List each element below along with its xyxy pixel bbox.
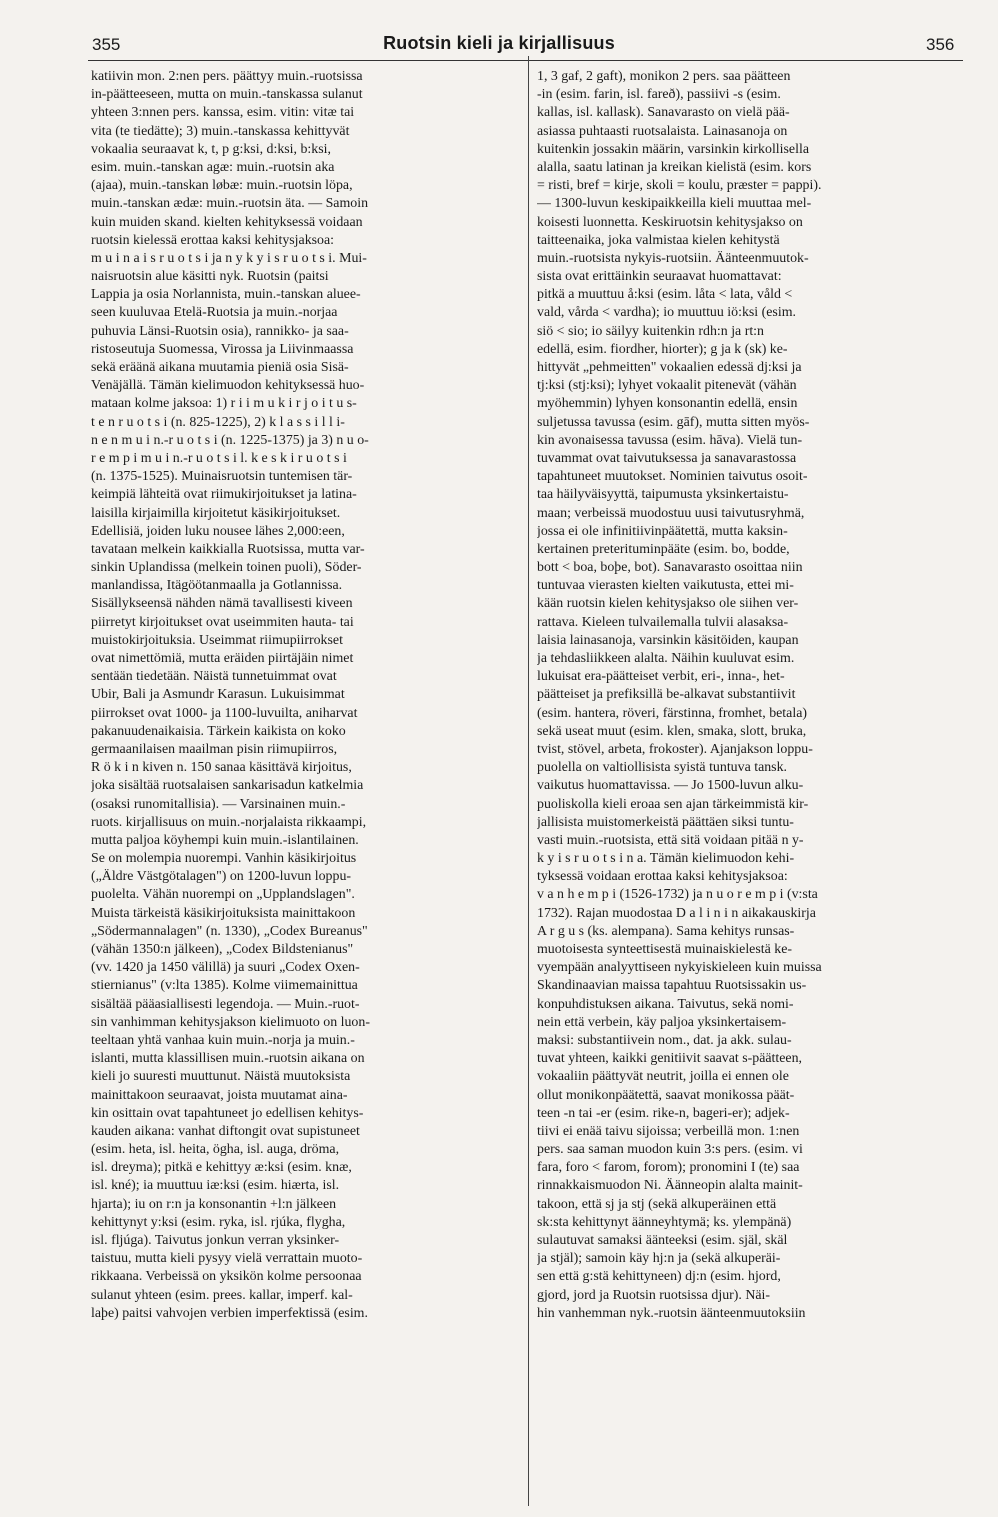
text-line: (vv. 1420 ja 1450 välillä) ja suuri „Codex Oxen- (91, 960, 360, 976)
text-line: isl. kné); ia muuttuu iæ:ksi (esim. hiærta, isl. (91, 1178, 340, 1194)
text-line: kuitenkin jossakin määrin, varsinkin kirkollisella (537, 141, 809, 157)
text-line: kauden aikana: vanhat diftongit ovat supistuneet (91, 1123, 360, 1139)
text-line: kehittynyt y:ksi (esim. ryka, isl. rjúka, flygha, (91, 1214, 346, 1230)
text-line: siö < sio; io säilyy kuitenkin rdh:n ja rt:n (537, 323, 764, 339)
text-line: sentään tiedetään. Näistä tunnetuimmat ovat (91, 669, 337, 685)
right-column (537, 68, 967, 1323)
text-line: puhuvia Länsi-Ruotsin osia), rannikko- ja saa- (91, 323, 349, 339)
text-line: kin osittain ovat tapahtuneet jo edellisen kehitys- (91, 1105, 364, 1121)
text-line: ristoseutuja Suomessa, Virossa ja Liivinmaassa (91, 341, 354, 357)
text-line: nein että verbein, käy paljoa yksinkertaisem- (537, 1014, 787, 1030)
text-line: laþe) paitsi vahvojen verbien imperfektissä (esim. (91, 1305, 368, 1321)
text-line: Venäjällä. Tämän kielimuodon kehityksessä huo- (91, 378, 365, 394)
text-line: kuin muiden skand. kielten kehityksessä voidaan (91, 214, 363, 230)
text-line: fara, foro < farom, forom); pronomini I (te) saa (537, 1160, 800, 1176)
text-line: vyempään analyyttiseen nykyiskieleen kuin muissa (537, 960, 822, 976)
text-line: lukuisat era-päätteiset verbit, eri-, inna-, het- (537, 669, 785, 685)
text-line: v a n h e m p i (1526-1732) ja n u o r e m p i (v:sta (537, 887, 818, 903)
text-line: germaanilaisen maailman pisin riimupiirros, (91, 741, 338, 757)
text-line: rinnakkaismuodon Ni. Äänneopin alalta mainit- (537, 1178, 803, 1194)
text-line: yhteen 3:nnen pers. kanssa, esim. vitin: vitæ tai (91, 105, 355, 121)
text-line: sisältää pääasiallisesti legendoja. — Muin.-ruot- (91, 996, 360, 1012)
text-line: 1, 3 gaf, 2 gaft), monikon 2 pers. saa päätteen (537, 69, 791, 84)
text-line: myöhemmin) lyhyen konsonantin edellä, ensin (537, 396, 798, 412)
text-line: naisruotsin alue käsitti nyk. Ruotsin (paitsi (91, 269, 329, 285)
text-line: jossa ei ole infinitiivinpäätettä, mutta kaksin- (537, 523, 788, 539)
text-line: stiernianus" (v:lta 1385). Kolme viimemainittua (91, 978, 358, 994)
text-line: laisia lainasanoja, varsinkin käsitöiden, kaupan (537, 632, 799, 648)
text-line: vita (te tiedätte); 3) muin.-tanskassa kehittyvät (91, 123, 350, 139)
text-line: Ubir, Bali ja Asmundr Karasun. Lukuisimmat (91, 687, 345, 703)
text-line: konpuhdistuksen aikana. Taivutus, sekä nomi- (537, 996, 794, 1012)
text-line: k y i s r u o t s i n a. Tämän kielimuodon kehi- (537, 851, 795, 867)
text-line: vokaaliin päättyvät neutrit, joilla ei ennen ole (537, 1069, 789, 1085)
text-line: -in (esim. farin, isl. fareð), passiivi -s (esim. (537, 87, 781, 103)
left-column (91, 68, 521, 1323)
text-line: ruots. kirjallisuus on muin.-norjalaista rikkaampi, (91, 814, 367, 830)
text-line: koisesti luonnetta. Keskiruotsin kehitysjakso on (537, 214, 803, 230)
text-line: — 1300-luvun keskipaikkeilla kieli muuttaa mel- (537, 196, 812, 212)
text-line: n e n m u i n.-r u o t s i (n. 1225-1375) ja 3) n u o- (91, 432, 369, 448)
text-line: in-päätteeseen, mutta on muin.-tanskassa sulanut (91, 87, 363, 103)
text-line: ruotsin kielessä erottaa kaksi kehitysjaksoa: (91, 232, 335, 248)
text-line: tuvat yhteen, kaikki genitiivit saavat s-päätteen, (537, 1051, 802, 1067)
text-line: tavataan melkein kaikkialla Ruotsissa, mutta var- (91, 541, 365, 557)
text-line: keimpiä lähteitä ovat riimukirjoitukset ja latina- (91, 487, 357, 503)
text-line: muotoisesta synteettisestä muinaiskielestä ke- (537, 942, 792, 957)
text-line: puolelta. Vähän nuorempi on „Upplandslagen". (91, 887, 355, 903)
text-line: taa häilyväisyyttä, taipumusta yksinkertaistu- (537, 487, 789, 503)
left-page-number: 355 (92, 35, 121, 54)
text-line: teen -n tai -er (esim. rike-n, bageri-er); adjek- (537, 1105, 790, 1121)
text-line: tapahtuneet muutokset. Nominien taivutus osoit- (537, 469, 808, 485)
text-line: sulautuvat samaksi äänteeksi (esim. själ, skäl (537, 1233, 788, 1248)
text-line: tiivi ei enää taivu sijoissa; verbeillä mon. 1:nen (537, 1123, 800, 1139)
text-line: kertainen preterituminpääte (esim. bo, bodde, (537, 541, 790, 557)
text-line: (esim. hantera, röveri, färstinna, fromhet, betala) (537, 705, 807, 721)
text-line: hin vanhemman nyk.-ruotsin äänteenmuutoksiin (537, 1305, 806, 1321)
text-line: (n. 1375-1525). Muinaisruotsin tuntemisen tär- (91, 469, 353, 485)
text-line: ja stjäl); samoin käy hj:n ja (sekä alkuperäi- (537, 1251, 781, 1267)
text-line: mutta paljoa köyhempi kuin muin.-islantilainen. (91, 832, 359, 848)
text-line: puolella on valtiollisista syistä tuntuva tansk. (537, 760, 788, 776)
text-line: kään ruotsin kielen kehitysjakso ole siihen ver- (537, 596, 799, 612)
text-line: t e n r u o t s i (n. 825-1225), 2) k l a s s i l l i- (91, 414, 345, 430)
text-line: vaikutus huomattavissa. — Jo 1500-luvun alku- (537, 778, 804, 794)
text-line: vasti muin.-ruotsista, että sitä voidaan pitää n y- (537, 832, 804, 848)
text-line: suljetussa tavussa (esim. gāf), mutta sitten myös- (537, 414, 810, 430)
text-line: alalla, saatu latinan ja kreikan kielistä (esim. kors (537, 159, 812, 175)
text-line: asiassa puhtaasti ruotsalaista. Lainasanoja on (537, 123, 788, 139)
text-line: mataan kolme jaksoa: 1) r i i m u k i r j o i t u s- (91, 396, 357, 412)
text-line: (esim. heta, isl. heita, ögha, isl. auga, dröma, (91, 1142, 340, 1158)
text-line: (vähän 1350:n jälkeen), „Codex Bildstenianus" (91, 942, 354, 957)
page-header (0, 0, 998, 62)
text-line: bott < boa, boþe, bot). Sanavarasto osoittaa niin (537, 560, 803, 576)
text-line: sinkin Uplandissa (melkein toinen puoli), Söder- (91, 560, 362, 576)
text-line: muin.-tanskan ædæ: muin.-ruotsin äta. — Samoin (91, 196, 369, 212)
text-line: hittyvät „pehmeitten" vokaalien edessä dj:ksi ja (537, 360, 802, 375)
text-line: puoliskolla kieli eroaa sen ajan tärkeimmistä kir- (537, 796, 809, 812)
column-divider (528, 56, 529, 1506)
text-line: r e m p i m u i n.-r u o t s i l. k e s k i r u o t s i (91, 450, 347, 466)
header-rule (88, 60, 963, 61)
text-line: manlandissa, Itägöötanmaalla ja Gotlannissa. (91, 578, 343, 594)
text-line: tvist, stövel, arbeta, frokoster). Ajanjakson loppu- (537, 741, 813, 757)
text-line: piirretyt kirjoitukset ovat useimmiten hauta- tai (91, 614, 354, 630)
text-line: A r g u s (ks. alempana). Sama kehitys runsas- (537, 923, 795, 939)
text-line: m u i n a i s r u o t s i ja n y k y i s r u o t s i. Mui- (91, 250, 367, 266)
text-line: = risti, bref = kirje, skoli = koulu, præster = pappi). (537, 178, 822, 194)
text-line: Sisällykseensä nähden nämä tavallisesti kiveen (91, 596, 353, 612)
text-line: Lappia ja osia Norlannista, muin.-tanskan aluee- (91, 287, 361, 303)
text-line: päätteiset ja prefiksillä be-alkavat substantiivit (537, 687, 796, 703)
text-line: maan; verbeissä muodostuu uusi taivutusryhmä, (537, 505, 805, 521)
right-page-number: 356 (926, 35, 955, 54)
text-line: sekä useat muut (esim. klen, smaka, slott, bruka, (537, 723, 807, 739)
text-line: piirrokset ovat 1000- ja 1100-luvuilta, aniharvat (91, 705, 358, 721)
text-line: ollut monikonpäätettä, saavat monikossa päät- (537, 1087, 795, 1103)
text-line: vald, vårda < vardha); io muuttuu iö:ksi (esim. (537, 305, 796, 321)
text-line: muin.-ruotsista nykyis-ruotsiin. Äänteenmuutok- (537, 250, 809, 266)
text-line: kallas, isl. kallask). Sanavarasto on vielä pää- (537, 105, 790, 121)
text-line: sulanut yhteen (esim. prees. kallar, imperf. kal- (91, 1287, 353, 1303)
text-line: „Södermannalagen" (n. 1330), „Codex Bureanus" (91, 923, 368, 939)
text-line: pers. saa saman muodon kuin 3:s pers. (esim. vi (537, 1142, 803, 1158)
text-line: laisilla kirjaimilla kirjoitetut käsikirjoitukset. (91, 505, 341, 521)
text-line: edellä, esim. fiordher, hiorter); g ja k (sk) ke- (537, 341, 788, 357)
text-line: Muista tärkeistä käsikirjoituksista mainittakoon (91, 905, 356, 921)
text-line: tj:ksi (stj:ksi); lyhyet vokaalit pitenevät (vähän (537, 378, 797, 394)
text-line: islanti, mutta klassillisen muin.-ruotsin aikana on (91, 1051, 365, 1067)
text-line: (osaksi runomitallisia). — Varsinainen muin.- (91, 796, 346, 812)
running-title: Ruotsin kieli ja kirjallisuus (383, 33, 615, 53)
text-line: ovat nimettömiä, mutta eräiden piirtäjäin nimet (91, 651, 354, 666)
text-line: katiivin mon. 2:nen pers. päättyy muin.-ruotsissa (91, 69, 363, 84)
text-line: kieli jo suuresti muuttunut. Näistä muutoksista (91, 1069, 351, 1085)
text-line: tuvammat ovat taivutuksessa ja sanavarastossa (537, 450, 797, 466)
text-line: isl. fljúga). Taivutus jonkun verran yksinker- (91, 1233, 340, 1248)
text-line: 1732). Rajan muodostaa D a l i n i n aikakauskirja (537, 905, 816, 921)
text-line: seen kuuluvaa Etelä-Ruotsia ja muin.-norjaa (91, 305, 338, 321)
text-line: sekä eräänä aikana muutamia pieniä osia Sisä- (91, 360, 349, 375)
text-line: („Äldre Västgötalagen") on 1200-luvun loppu- (91, 869, 352, 885)
text-line: rikkaana. Verbeissä on yksikön kolme persoonaa (91, 1269, 362, 1285)
text-line: taistuu, mutta kieli pysyy vielä verrattain muoto- (91, 1251, 363, 1267)
text-line: hjarta); iu on r:n ja konsonantin +l:n jälkeen (91, 1196, 337, 1212)
text-line: (ajaa), muin.-tanskan løbæ: muin.-ruotsin löpa, (91, 178, 353, 194)
text-line: Se on molempia nuorempi. Vanhin käsikirjoitus (91, 851, 357, 867)
text-line: jallisista muistomerkeistä päättäen siksi tuntu- (537, 814, 794, 830)
text-line: kin avonaisessa tavussa (esim. hāva). Vielä tun- (537, 432, 803, 448)
text-line: maksi: substantiivein nom., dat. ja akk. sulau- (537, 1032, 792, 1048)
text-line: sen että g:stä kehittyneen) dj:n (esim. hjord, (537, 1269, 781, 1285)
text-line: ja tehdasliikkeen alalta. Näihin kuuluvat esim. (537, 651, 795, 666)
text-line: pakanuudenaikaisia. Tärkein kaikista on koko (91, 723, 346, 739)
text-line: sista ovat erittäinkin seuraavat huomattavat: (537, 269, 782, 285)
text-line: Edellisiä, joiden luku nousee lähes 2,000:een, (91, 523, 345, 539)
text-line: tyksessä voidaan erottaa kaksi kehitysjaksoa: (537, 869, 788, 885)
text-line: isl. dreyma); pitkä e kehittyy æ:ksi (esim. knæ, (91, 1160, 352, 1176)
text-line: sin vanhimman kehitysjakson kielimuoto on luon- (91, 1014, 370, 1030)
text-line: teeltaan yhtä vanhaa kuin muin.-norja ja muin.- (91, 1032, 355, 1048)
text-line: esim. muin.-tanskan agæ: muin.-ruotsin aka (91, 159, 335, 175)
text-line: rattava. Kieleen tulvailemalla tulvii alasaksa- (537, 614, 789, 630)
text-line: Skandinaavian maissa tapahtuu Ruotsissakin us- (537, 978, 807, 994)
text-line: gjord, jord ja Ruotsin ruotsissa djur). Näi- (537, 1287, 771, 1303)
text-line: sk:sta kehittynyt äänneyhtymä; ks. ylempänä) (537, 1214, 792, 1230)
text-line: R ö k i n kiven n. 150 sanaa käsittävä kirjoitus, (91, 760, 352, 776)
text-line: vokaalia seuraavat k, t, p g:ksi, d:ksi, b:ksi, (91, 141, 331, 157)
text-line: joka sisältää ruotsalaisen sankarisadun katkelmia (91, 778, 364, 794)
text-line: tuntuvaa vierasten kielten vaikutusta, ettei mi- (537, 578, 794, 594)
text-line: muistokirjoituksia. Useimmat riimupiirrokset (91, 632, 343, 648)
text-line: takoon, että sj ja stj (sekä alkuperäinen että (537, 1196, 777, 1212)
text-line: taitteenaika, joka valmistaa kielen kehitystä (537, 232, 780, 248)
text-line: mainittakoon seuraavat, joista muutamat aina- (91, 1087, 348, 1103)
text-line: pitkä a muuttuu å:ksi (esim. låta < lata, våld < (537, 287, 793, 303)
